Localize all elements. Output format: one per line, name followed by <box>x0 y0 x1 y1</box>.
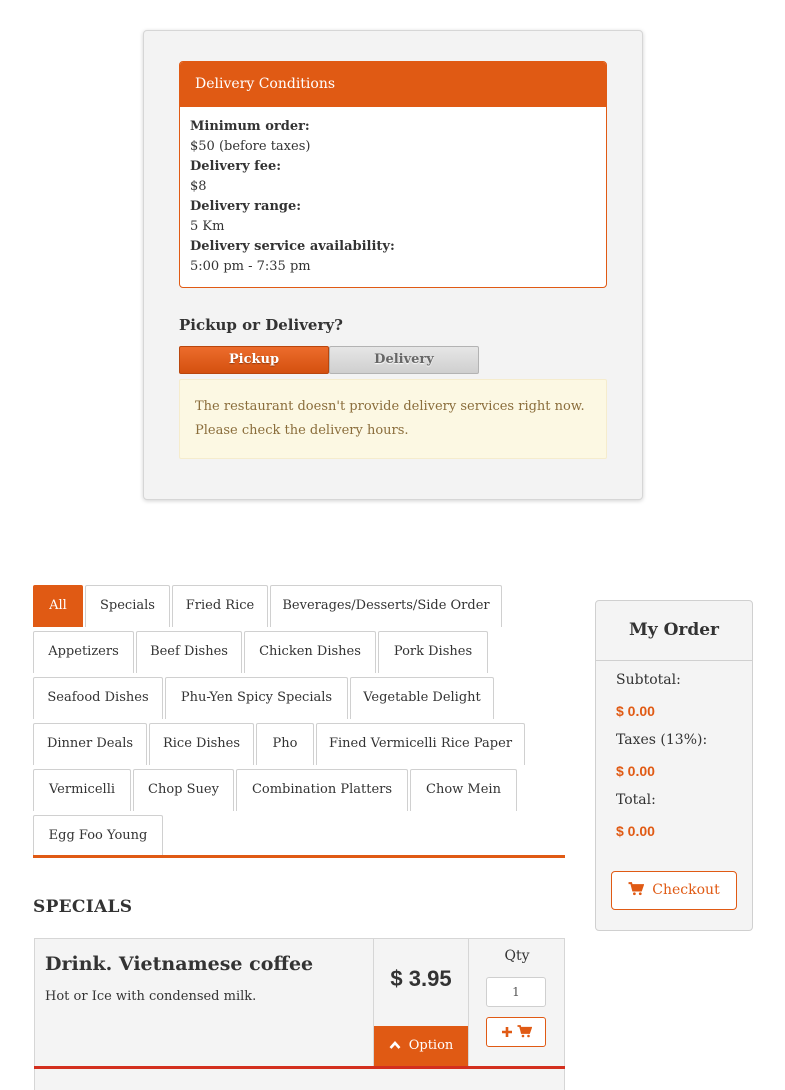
tab-pork-dishes[interactable]: Pork Dishes <box>378 631 488 673</box>
option-label: Option <box>408 1038 454 1053</box>
tab-pho[interactable]: Pho <box>256 723 314 765</box>
my-order-title: My Order <box>595 600 753 661</box>
delivery-fee-value: $8 <box>190 179 207 194</box>
tab-specials[interactable]: Specials <box>85 585 170 627</box>
min-order-value: $50 (before taxes) <box>190 139 311 154</box>
qty-input[interactable] <box>486 977 546 1007</box>
taxes-label: Taxes (13%): <box>616 732 708 748</box>
tab-chicken-dishes[interactable]: Chicken Dishes <box>244 631 376 673</box>
tab-chow-mein[interactable]: Chow Mein <box>410 769 517 811</box>
tab-rice-dishes[interactable]: Rice Dishes <box>149 723 254 765</box>
checkout-button[interactable] <box>611 871 737 910</box>
tab-chop-suey[interactable]: Chop Suey <box>133 769 234 811</box>
shopping-cart-icon <box>517 1025 532 1038</box>
tab-all[interactable]: All <box>33 585 83 627</box>
delivery-availability-value: 5:00 pm - 7:35 pm <box>190 259 311 274</box>
qty-label: Qty <box>504 948 530 964</box>
pickup-delivery-question: Pickup or Delivery? <box>179 316 343 334</box>
checkout-label: Checkout <box>652 882 720 898</box>
delivery-unavailable-notice <box>179 379 607 459</box>
tabs-underline <box>33 855 565 858</box>
delivery-availability-label: Delivery service availability: <box>190 239 395 254</box>
section-title: SPECIALS <box>33 897 133 917</box>
delivery-conditions-title: Delivery Conditions <box>180 62 606 107</box>
tab-appetizers[interactable]: Appetizers <box>33 631 134 673</box>
tab-beverages-desserts-side-order[interactable]: Beverages/Desserts/Side Order <box>270 585 502 627</box>
tab-phu-yen-spicy-specials[interactable]: Phu-Yen Spicy Specials <box>165 677 348 719</box>
tab-dinner-deals[interactable]: Dinner Deals <box>33 723 147 765</box>
tab-egg-foo-young[interactable]: Egg Foo Young <box>33 815 163 857</box>
tab-vermicelli[interactable]: Vermicelli <box>33 769 131 811</box>
taxes-value: $ 0.00 <box>616 763 655 779</box>
add-to-cart-button[interactable] <box>486 1017 546 1047</box>
delivery-conditions-box <box>179 61 607 288</box>
menu-item-price: $ 3.95 <box>390 966 452 991</box>
plus-icon <box>501 1026 513 1038</box>
notice-line-2: Please check the delivery hours. <box>195 423 409 438</box>
subtotal-value: $ 0.00 <box>616 703 655 719</box>
subtotal-label: Subtotal: <box>616 672 681 688</box>
tab-seafood-dishes[interactable]: Seafood Dishes <box>33 677 163 719</box>
tab-vegetable-delight[interactable]: Vegetable Delight <box>350 677 494 719</box>
notice-line-1: The restaurant doesn't provide delivery services right now. <box>195 399 585 414</box>
pickup-button[interactable]: Pickup <box>179 346 329 374</box>
tab-fined-vermicelli-rice-paper[interactable]: Fined Vermicelli Rice Paper <box>316 723 525 765</box>
shopping-cart-icon <box>628 882 644 896</box>
delivery-range-label: Delivery range: <box>190 199 302 214</box>
menu-item-name: Drink. Vietnamese coffee <box>45 953 314 975</box>
min-order-label: Minimum order: <box>190 119 310 134</box>
delivery-button[interactable]: Delivery <box>329 346 479 374</box>
delivery-fee-label: Delivery fee: <box>190 159 282 174</box>
option-button[interactable] <box>374 1026 468 1066</box>
menu-item-description: Hot or Ice with condensed milk. <box>45 989 257 1004</box>
total-label: Total: <box>616 792 656 808</box>
next-menu-item-card <box>34 1069 565 1090</box>
chevron-up-icon <box>389 1040 401 1050</box>
total-value: $ 0.00 <box>616 823 655 839</box>
tab-combination-platters[interactable]: Combination Platters <box>236 769 408 811</box>
tab-fried-rice[interactable]: Fried Rice <box>172 585 268 627</box>
tab-beef-dishes[interactable]: Beef Dishes <box>136 631 242 673</box>
delivery-range-value: 5 Km <box>190 219 225 234</box>
